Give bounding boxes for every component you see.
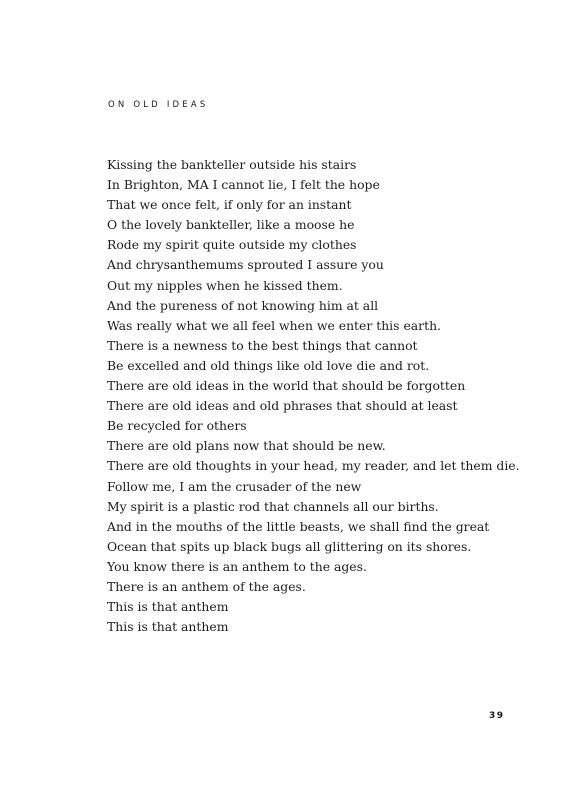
poem-line: You know there is an anthem to the ages.	[107, 558, 367, 574]
poem-line: Rode my spirit quite outside my clothes	[107, 237, 357, 253]
poem-line: And in the mouths of the little beasts, we shall find the great	[107, 518, 490, 534]
poem-line: Out my nipples when he kissed them.	[107, 277, 343, 293]
poem-line: That we once felt, if only for an instant	[107, 197, 352, 213]
poem-line: There is an anthem of the ages.	[107, 578, 306, 594]
section-title: ON OLD IDEAS	[108, 100, 209, 110]
poem-line: There are old ideas in the world that should be forgotten	[107, 378, 466, 394]
poem-line: Be excelled and old things like old love die and rot.	[107, 357, 430, 373]
poem-line: This is that anthem	[107, 619, 229, 635]
poem-line: Kissing the bankteller outside his stairs	[107, 157, 357, 172]
poem-line: Be recycled for others	[107, 418, 247, 434]
poem-line: In Brighton, MA I cannot lie, I felt the hope	[107, 177, 380, 193]
poem-line: My spirit is a plastic rod that channels all our births.	[107, 498, 439, 514]
poem-line: O the lovely bankteller, like a moose he	[107, 217, 355, 233]
page-number: 39	[489, 711, 505, 721]
poem-line: Ocean that spits up black bugs all glittering on its shores.	[107, 538, 472, 554]
poem-line: Follow me, I am the crusader of the new	[107, 478, 362, 494]
poem-line: There is a newness to the best things that cannot	[107, 337, 418, 353]
poem-line: Was really what we all feel when we enter this earth.	[107, 317, 441, 333]
poem-line: There are old plans now that should be new.	[107, 438, 386, 454]
poem-line: And chrysanthemums sprouted I assure you	[107, 257, 384, 273]
poem-line: There are old ideas and old phrases that should at least	[107, 398, 458, 414]
poem-line: There are old thoughts in your head, my reader, and let them die.	[107, 458, 520, 474]
poem-line: This is that anthem	[107, 599, 229, 615]
poem-body	[107, 155, 547, 637]
poem-line: And the pureness of not knowing him at all	[107, 297, 379, 313]
